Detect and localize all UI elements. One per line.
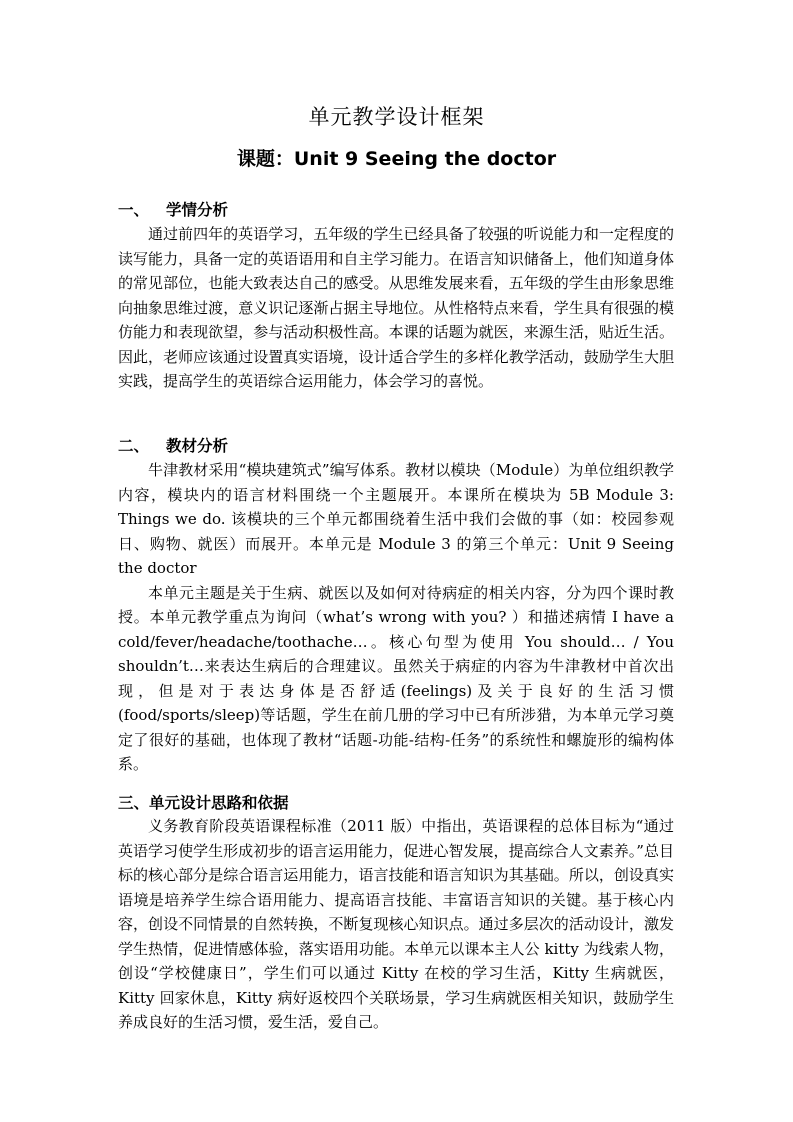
section-title: 单元设计思路和依据 bbox=[149, 794, 289, 812]
page-title: 单元教学设计框架 bbox=[308, 105, 485, 129]
paragraph: 义务教育阶段英语课程标准（2011 版）中指出，英语课程的总体目标为“通过英语学习使学生形成初步的语言运用能力，促进心智发展，提高综合人文素养。”总目标的核心部分是综合语言运用能力，语言技能和语言知识为其基础。所以，创设真实语境是培养学生综合语用能力、提高语言技能、丰富语言知识的关键。基于核心内容，创设不同情景的自然转换，不断复现核心知识点。通过多层次的活动设计，激发学生热情，促进情感体验，落实语用功能。本单元以课本主人公 kitty 为线索人物，创设“学校健康日”，学生们可以通过 Kitty 在校的学习生活，Kitty 生病就医，Kitty 回家休息，Kitty 病好返校四个关联场景，学习生病就医相关知识，鼓励学生养成良好的生活习惯，爱生活，爱自己。 bbox=[118, 817, 674, 1031]
paragraph: 牛津教材采用“模块建筑式”编写体系。教材以模块（Module）为单位组织教学内容，模块内的语言材料围绕一个主题展开。本课所在模块为 5B Module 3: Things we do. 该模块的三个单元都围绕着生活中我们会做的事（如：校园参观日、购物、就医）而展开。本单元是 Module 3 的第三个单元：Unit 9 Seeing the doctor bbox=[118, 461, 674, 577]
section-heading-textbook-analysis bbox=[118, 435, 228, 457]
section-number: 二、 bbox=[118, 437, 150, 455]
section-title: 教材分析 bbox=[166, 437, 229, 455]
section-body-design-rationale bbox=[118, 814, 674, 1035]
section-title: 学情分析 bbox=[166, 201, 229, 219]
section-body-learner-analysis bbox=[118, 222, 674, 394]
paragraph: 本单元主题是关于生病、就医以及如何对待病症的相关内容，分为四个课时教授。本单元教学重点为询问（what’s wrong with you? ）和描述病情 I have a cold/fever/headache/toothache…。核心句型为使用 You should… / You shouldn’t…来表达生病后的合理建议。虽然关于病症的内容为牛津教材中首次出现，但是对于表达身体是否舒适(feelings)及关于良好的生活习惯(food/sports/sleep)等话题，学生在前几册的学习中已有所涉猎，为本单元学习奠定了很好的基础，也体现了教材“话题-功能-结构-任务”的系统性和螺旋形的编构体系。 bbox=[118, 583, 674, 773]
lesson-subtitle: 课题：Unit 9 Seeing the doctor bbox=[236, 148, 557, 170]
section-heading-learner-analysis bbox=[118, 199, 228, 221]
section-number: 一、 bbox=[118, 201, 150, 219]
section-number: 三、 bbox=[118, 794, 150, 812]
section-body-textbook-analysis bbox=[118, 458, 674, 777]
section-heading-design-rationale bbox=[118, 792, 289, 814]
paragraph: 通过前四年的英语学习，五年级的学生已经具备了较强的听说能力和一定程度的读写能力，具备一定的英语语用和自主学习能力。在语言知识储备上，他们知道身体的常见部位，也能大致表达自己的感受。从思维发展来看，五年级的学生由形象思维向抽象思维过渡，意义识记逐渐占据主导地位。从性格特点来看，学生具有很强的模仿能力和表现欲望，参与活动积极性高。本课的话题为就医，来源生活，贴近生活。因此，老师应该通过设置真实语境，设计适合学生的多样化教学活动，鼓励学生大胆实践，提高学生的英语综合运用能力，体会学习的喜悦。 bbox=[118, 225, 674, 390]
